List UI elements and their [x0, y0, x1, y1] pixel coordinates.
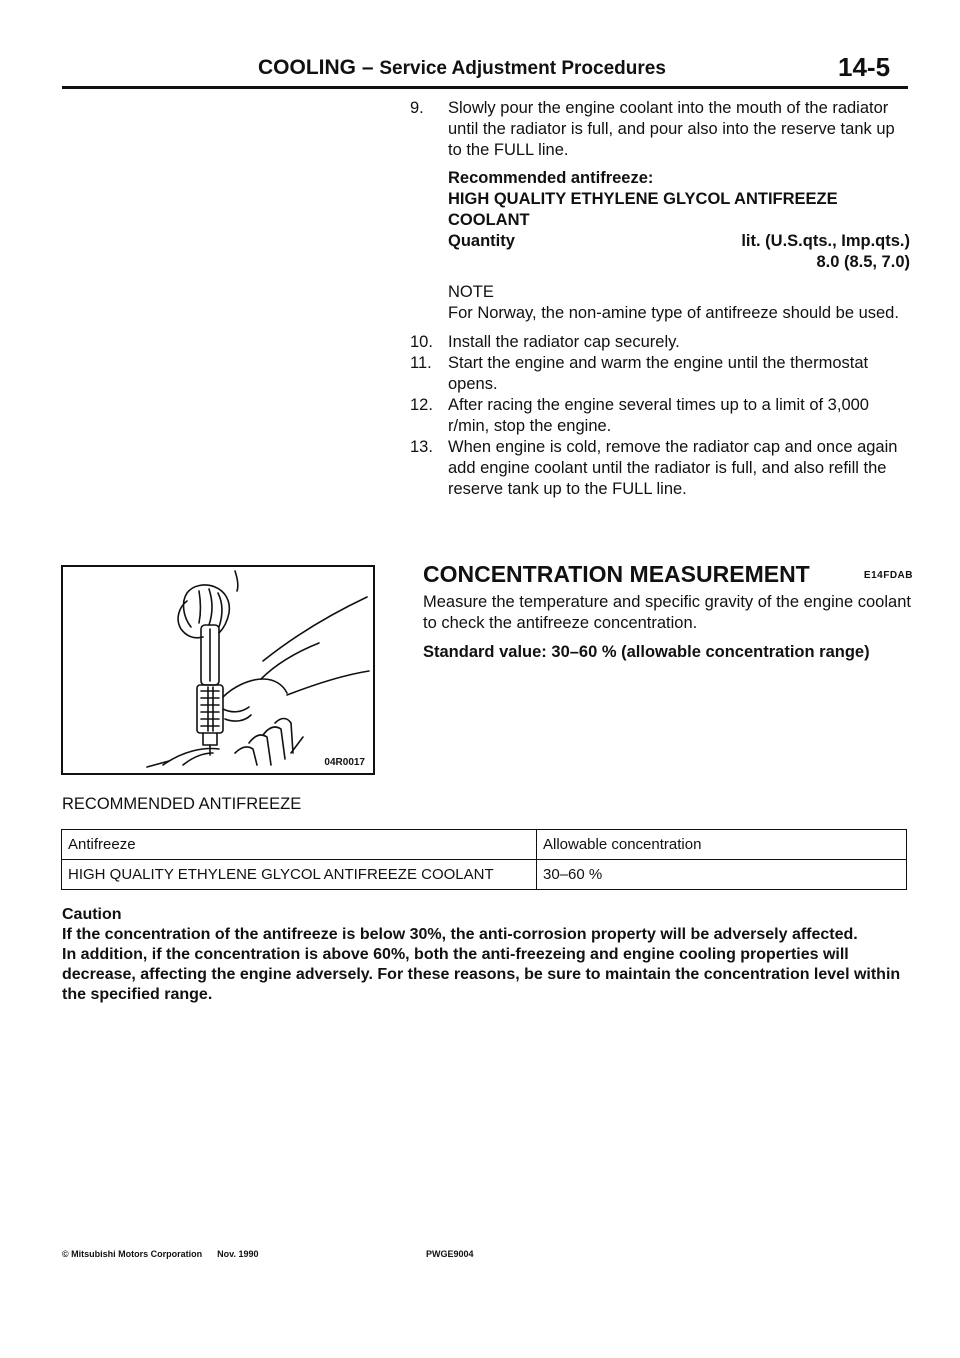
step-10 — [398, 332, 910, 353]
caution-label: Caution — [62, 906, 122, 923]
quantity-label: Quantity — [448, 232, 515, 250]
step-text: Start the engine and warm the engine until the thermostat opens. — [448, 354, 869, 393]
page-number: 14-5 — [838, 52, 891, 82]
concentration-heading — [423, 561, 913, 588]
spec-label: Recommended antifreeze: — [448, 169, 654, 187]
concentration-body — [423, 592, 913, 663]
table-header-row — [62, 830, 907, 860]
step-text: Install the radiator cap securely. — [448, 333, 680, 351]
doc-code: PWGE9004 — [426, 1249, 474, 1259]
figure-code: 04R0017 — [324, 757, 365, 768]
column-header: Allowable concentration — [537, 830, 907, 860]
standard-label: Standard value: — [423, 643, 547, 661]
caution-block — [62, 905, 912, 1005]
antifreeze-spec — [398, 168, 910, 273]
spec-quantity-row — [448, 231, 910, 252]
procedure-steps-bottom — [398, 332, 910, 500]
step-number: 10. — [410, 333, 433, 351]
step-number: 11. — [410, 354, 432, 372]
caution-line-1: If the concentration of the antifreeze is below 30%, the anti-corrosion property will be adversely affected. — [62, 926, 858, 943]
step-13 — [398, 437, 910, 500]
column-header: Antifreeze — [62, 830, 537, 860]
hydrometer-illustration — [61, 565, 375, 775]
header-divider — [62, 86, 908, 89]
procedure-steps-top — [398, 98, 910, 500]
quantity-unit: lit. (U.S.qts., Imp.qts.) — [741, 232, 910, 250]
table-cell: HIGH QUALITY ETHYLENE GLYCOL ANTIFREEZE COOLANT — [62, 860, 537, 890]
step-11 — [398, 353, 910, 395]
header-dash: – — [361, 56, 374, 79]
copyright: © Mitsubishi Motors Corporation — [62, 1249, 203, 1259]
note-label: NOTE — [448, 283, 494, 301]
hydrometer-drawing — [63, 567, 373, 773]
footer-date: Nov. 1990 — [217, 1249, 259, 1259]
concentration-text: Measure the temperature and specific gravity of the engine coolant to check the antifreeze concentration. — [423, 593, 911, 632]
heading-text: CONCENTRATION MEASUREMENT — [423, 561, 810, 587]
note-block — [398, 282, 910, 324]
note-text: For Norway, the non-amine type of antifreeze should be used. — [448, 304, 899, 322]
caution-line-2: In addition, if the concentration is above 60%, both the anti-freezeing and engine cooling properties will decrease, affecting the engine adversely. For these reasons, be sure to maintain the concentration level within the specified range. — [62, 946, 901, 1003]
table-title: RECOMMENDED ANTIFREEZE — [62, 795, 302, 813]
section-code: E14FDAB — [863, 570, 913, 581]
step-12 — [398, 395, 910, 437]
section-name: COOLING — [258, 56, 356, 79]
section-subtitle: Service Adjustment Procedures — [379, 58, 666, 79]
spec-name: HIGH QUALITY ETHYLENE GLYCOL ANTIFREEZE COOLANT — [448, 190, 838, 229]
step-text: When engine is cold, remove the radiator cap and once again add engine coolant until the radiator is full, and also refill the reserve tank up to the FULL line. — [448, 438, 898, 498]
step-text: After racing the engine several times up to a limit of 3,000 r/min, stop the engine. — [448, 396, 869, 435]
standard-value — [423, 642, 913, 663]
footer-left — [62, 1249, 259, 1259]
step-text: Slowly pour the engine coolant into the mouth of the radiator until the radiator is full, and pour also into the reserve tank up to the FULL line. — [448, 99, 895, 159]
quantity-value: 8.0 (8.5, 7.0) — [816, 253, 910, 271]
table-cell: 30–60 % — [537, 860, 907, 890]
step-number: 13. — [410, 438, 433, 456]
page-header-title — [258, 56, 666, 80]
step-number: 9. — [410, 99, 424, 117]
step-9 — [398, 98, 910, 161]
step-number: 12. — [410, 396, 433, 414]
table-row — [62, 860, 907, 890]
standard-text: 30–60 % (allowable concentration range) — [551, 643, 870, 661]
antifreeze-table — [61, 829, 907, 890]
